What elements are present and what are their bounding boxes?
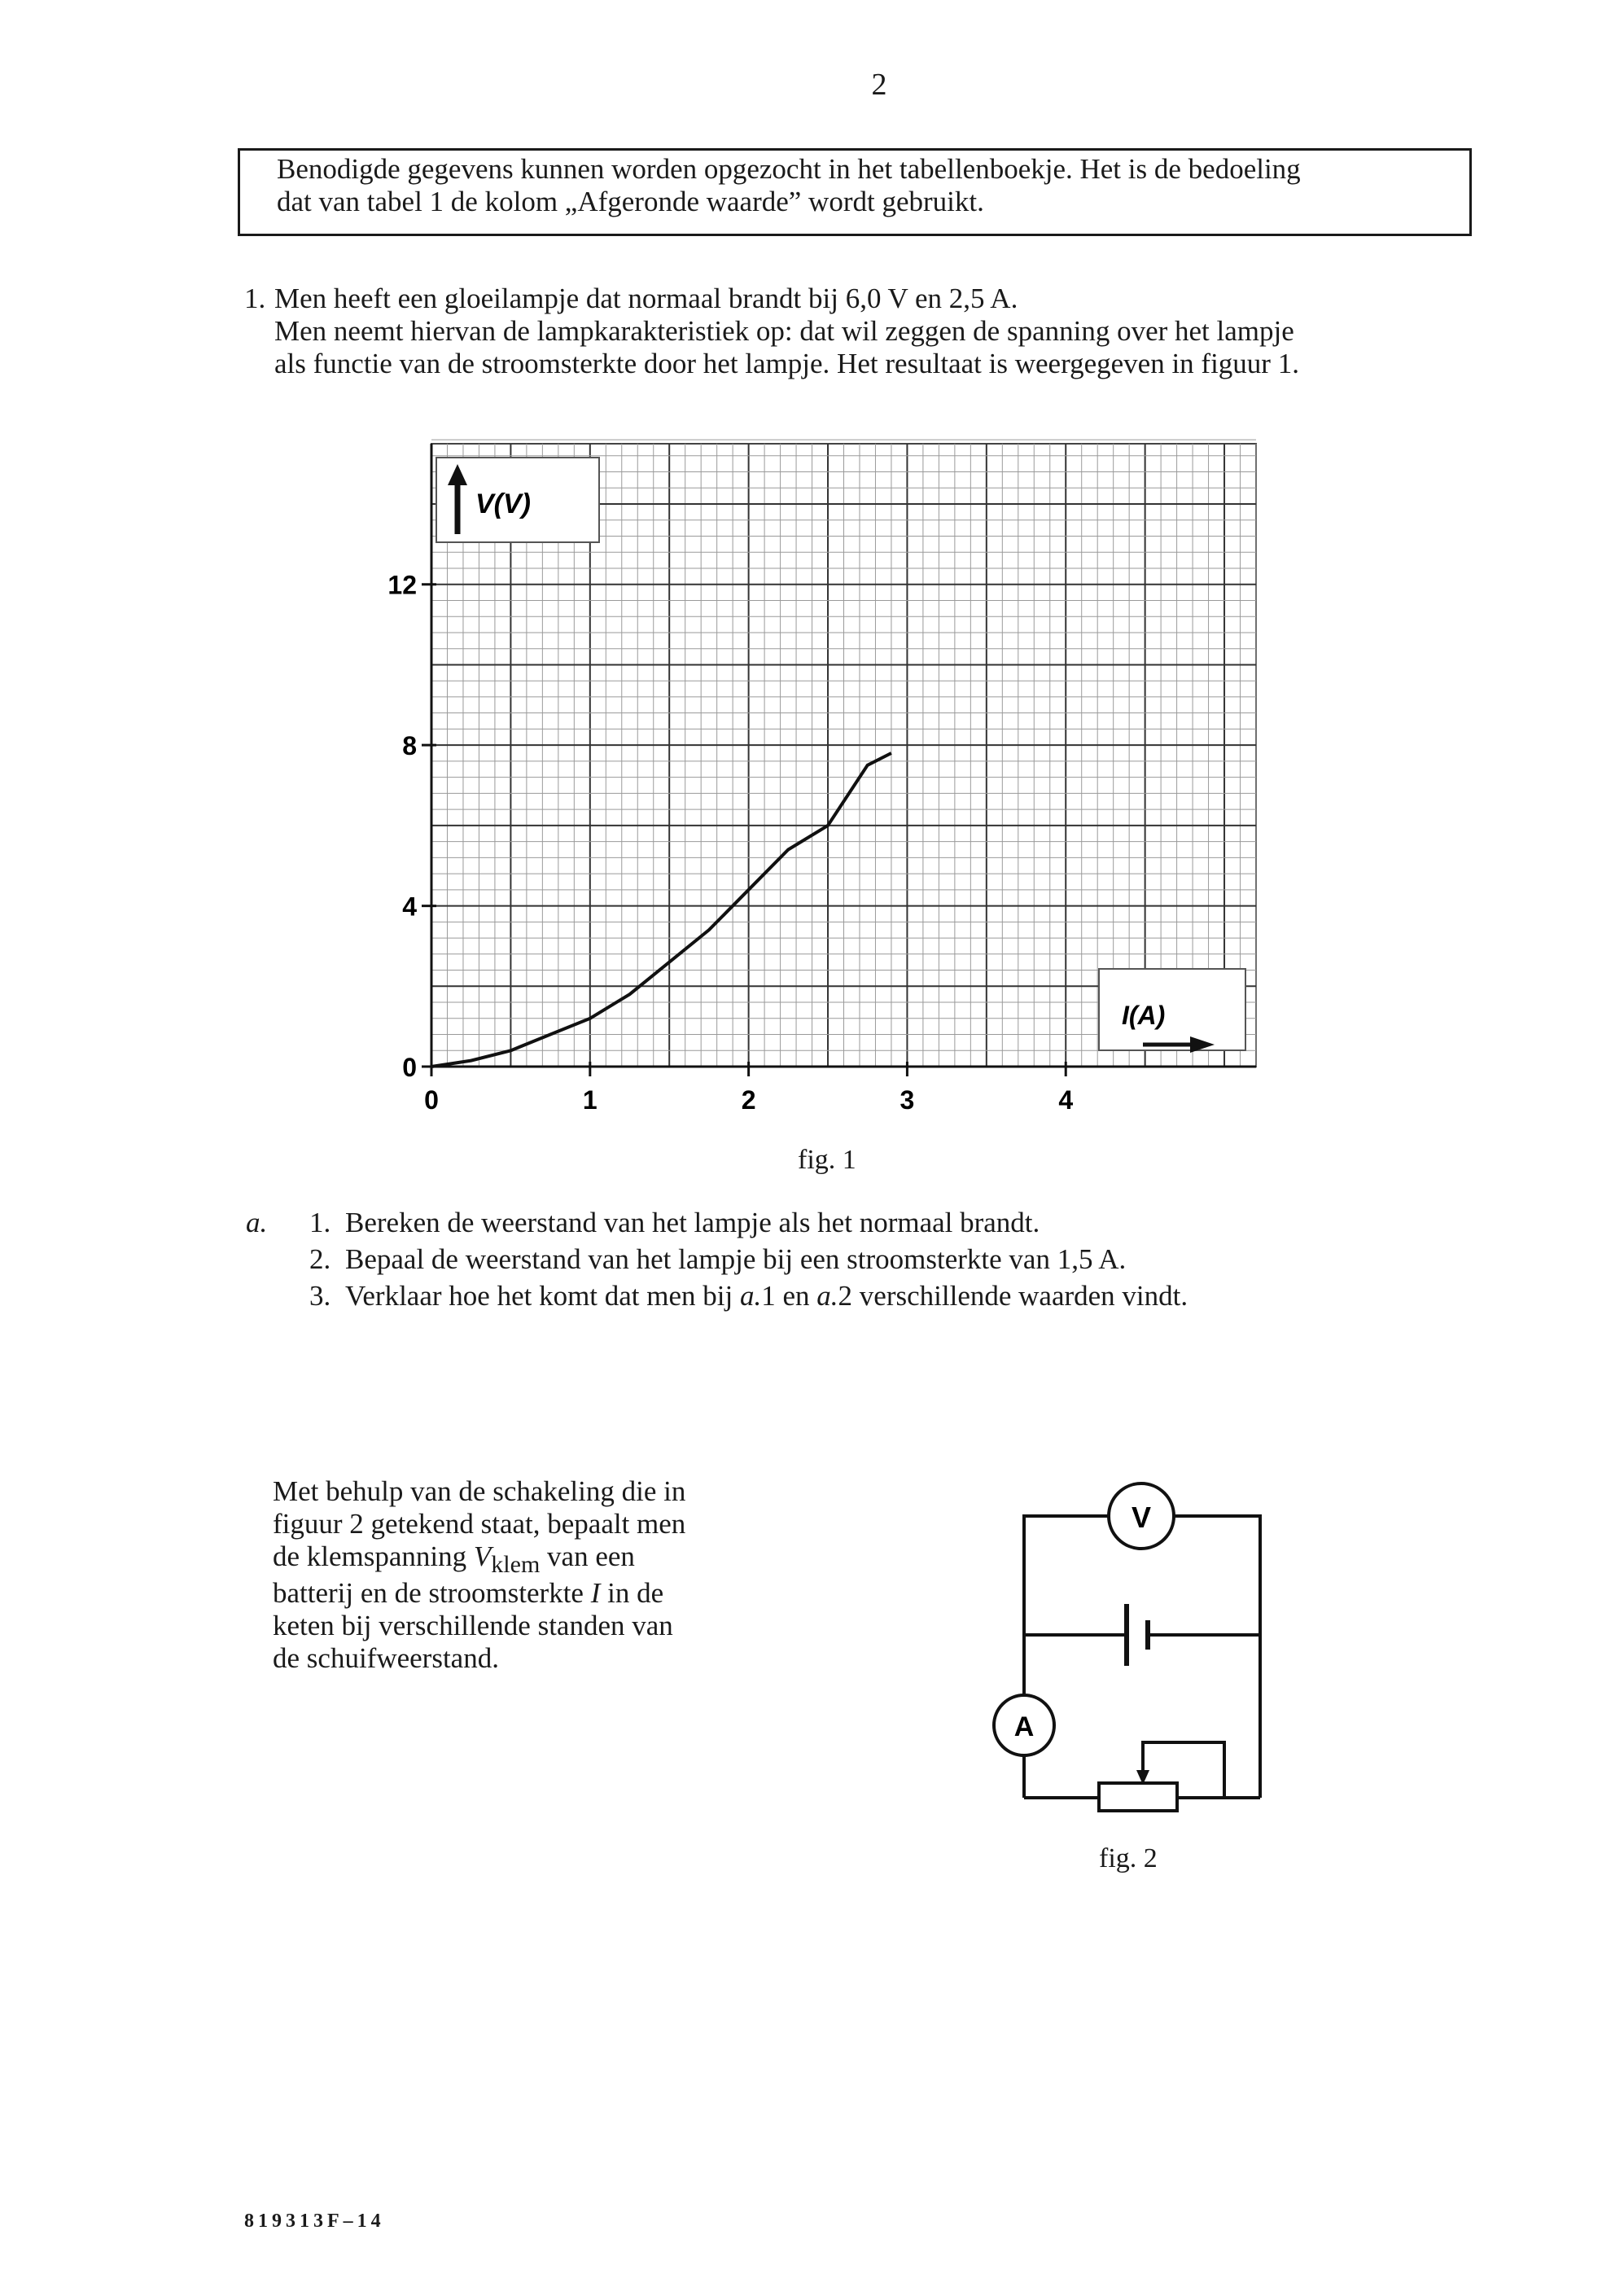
question-1-line-1: Men heeft een gloeilampje dat normaal brandt bij 6,0 V en 2,5 A. (274, 283, 1018, 314)
x-tick-label: 4 (1058, 1085, 1074, 1115)
subquestion-a1-number: 1. (309, 1207, 331, 1238)
subquestion-a3-ref-1: a. (740, 1280, 762, 1312)
figure-2-caption: fig. 2 (1099, 1843, 1158, 1873)
subquestion-a3-text-b: 1 en (761, 1280, 817, 1312)
y-tick-label: 4 (402, 892, 417, 922)
paragraph-line-3-b: van een (540, 1540, 635, 1572)
footer-code: 819313F–14 (244, 2211, 385, 2232)
voltage-symbol: V (473, 1540, 492, 1572)
notice-line-1: Benodigde gegevens kunnen worden opgezocht in het tabellenboekje. Het is de bedoeling (277, 153, 1301, 185)
notice-line-2: dat van tabel 1 de kolom „Afgeronde waarde” wordt gebruikt. (277, 186, 984, 217)
subquestion-a2-number: 2. (309, 1243, 331, 1275)
paragraph-line-1: Met behulp van de schakeling die in (273, 1475, 686, 1507)
wire-top-left (1024, 1516, 1109, 1639)
x-tick-label: 2 (741, 1085, 756, 1115)
x-axis-label: I(A) (1122, 1001, 1166, 1030)
subquestion-a-letter: a. (246, 1207, 268, 1238)
question-1-line-3: als functie van de stroomsterkte door het lampje. Het resultaat is weergegeven in figuur 1. (274, 348, 1299, 379)
subquestion-a1-text: Bereken de weerstand van het lampje als het normaal brandt. (345, 1207, 1040, 1238)
y-axis-label: V(V) (475, 489, 531, 519)
current-symbol: I (590, 1577, 601, 1609)
page-number: 2 (871, 68, 887, 102)
paragraph-line-4-a: batterij en de stroomsterkte (273, 1577, 591, 1609)
subquestion-a2-text: Bepaal de weerstand van het lampje bij een stroomsterkte van 1,5 A. (345, 1243, 1127, 1275)
paragraph-line-3-a: de klemspanning (273, 1540, 474, 1572)
ammeter-label: A (1013, 1711, 1035, 1742)
y-tick-label: 0 (402, 1053, 417, 1082)
paragraph-line-5: keten bij verschillende standen van (273, 1610, 673, 1641)
y-tick-label: 8 (402, 731, 417, 761)
subquestion-a3-number: 3. (309, 1280, 331, 1312)
voltmeter-label: V (1131, 1501, 1152, 1534)
voltage-subscript: klem (491, 1551, 541, 1578)
x-tick-label: 1 (582, 1085, 598, 1115)
x-tick-label: 0 (424, 1085, 439, 1115)
x-tick-label: 3 (900, 1085, 915, 1115)
subquestion-a3-ref-2: a. (816, 1280, 838, 1312)
subquestion-a3-text-c: 2 verschillende waarden vindt. (838, 1280, 1188, 1312)
paragraph-line-4-b: in de (600, 1577, 664, 1609)
figure-1-caption: fig. 1 (798, 1145, 856, 1175)
y-tick-label: 12 (387, 570, 417, 600)
wire-top-right (1175, 1516, 1260, 1635)
paragraph-line-2: figuur 2 getekend staat, bepaalt men (273, 1508, 686, 1540)
rheostat-resistor (1099, 1783, 1177, 1811)
question-1-line-2: Men neemt hiervan de lampkarakteristiek op: dat wil zeggen de spanning over het lampje (274, 315, 1294, 347)
paragraph-line-6: de schuifweerstand. (273, 1642, 499, 1674)
subquestion-a3-text-a: Verklaar hoe het komt dat men bij (345, 1280, 740, 1312)
question-1-number: 1. (244, 283, 266, 314)
